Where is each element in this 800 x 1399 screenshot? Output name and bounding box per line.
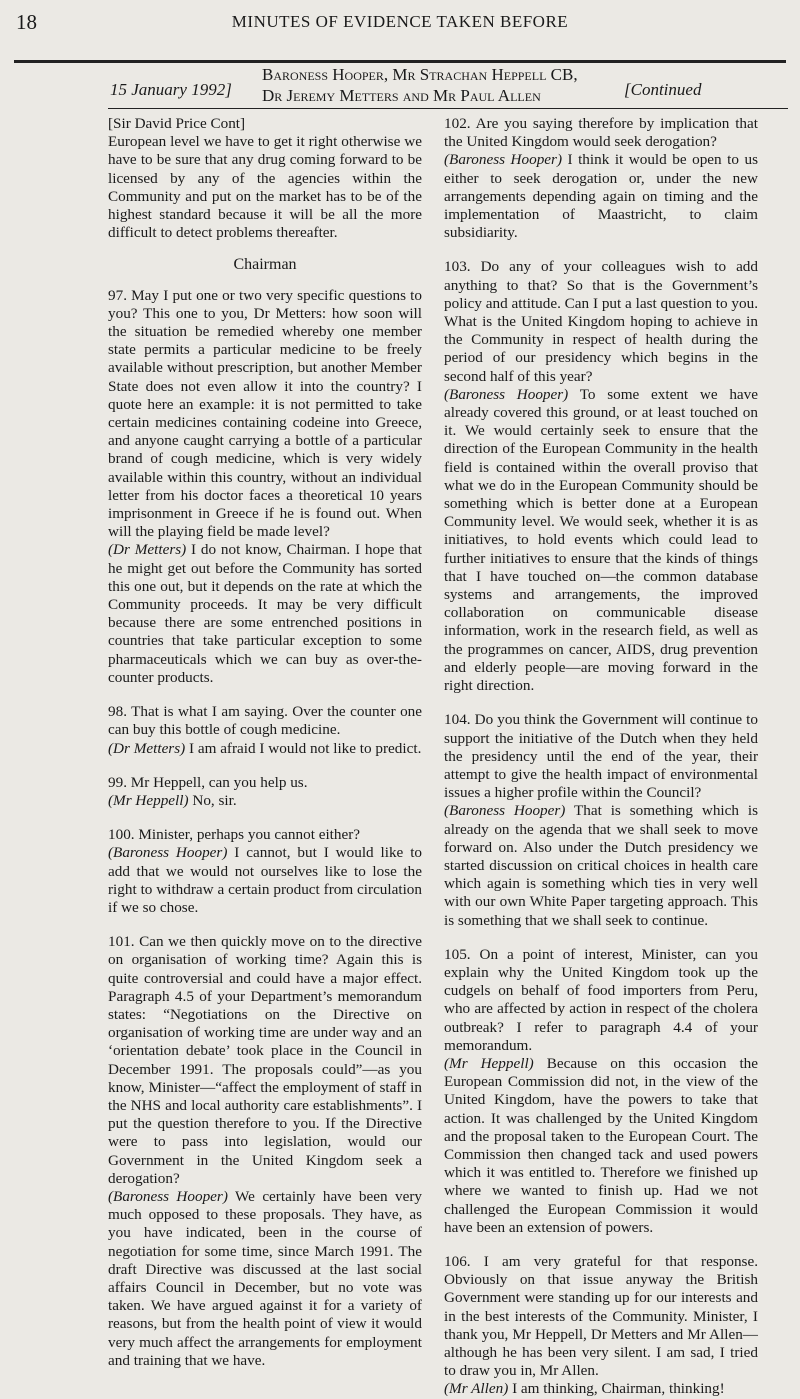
question-100: 100. Minister, perhaps you cannot either? bbox=[108, 826, 361, 844]
answer-99 bbox=[108, 792, 422, 810]
answer-100-text: I cannot, but I would like to add that we would not ourselves like to lose the right to withdraw a certain product from circulation if we so chose. bbox=[108, 844, 423, 916]
answer-106 bbox=[444, 1380, 758, 1398]
witnesses-line-2: Dr Jeremy Metters and Mr Paul Allen bbox=[262, 86, 541, 105]
answer-101 bbox=[108, 1188, 422, 1370]
answer-97 bbox=[108, 541, 422, 687]
answer-103-text: To some extent we have already covered this ground, or at least touched on it. We would certainly seek to ensure that the direction of the European Community in the health field is contained within the overall proviso that what we do in the European Community should be something which is better done at a European Community level. We would seek, whether it is as initiatives, to hold events which could lead to further initiatives to ensure that the kinds of things that I have touched on—the common database systems and arrangements, the improved collaboration on communicable disease information, work in the research field, as well as the programmes on cancer, AIDS, drug prevention and elderly people—are moving forward in the right direction. bbox=[444, 385, 758, 695]
question-97: 97. May I put one or two very specific questions to you? This one to you, Dr Metters: how soon will the situation be remedied whereby one member state permits a particular medicine to be freely available without prescription, but another Member State does not even allow it into the country? I quote here an example: it is not permitted to take certain medicines containing codeine into Greece, and anyone caught carrying a bottle of a particular brand of cough medicine, which is very widely available within this country, without an individual letter from his doctor faces a theoretical 10 years imprisonment in Greece if he is found out. When will the playing field be made level? bbox=[108, 286, 422, 541]
question-106: 106. I am very grateful for that response. Obviously on that issue anyway the British Government were standing up for our interests and in the best interests of the Community. Minister, I thank you, Mr Heppell, Dr Metters and Mr Allen—although he has been very silent. I am sad, I tried to draw you in, Mr Allen. bbox=[444, 1252, 758, 1380]
answer-103-speaker: (Baroness Hooper) bbox=[444, 385, 569, 403]
question-103: 103. Do any of your colleagues wish to add anything to that? So that is the Government’s policy and attitude. Can I put a last question to you. What is the United Kingdom hoping to achieve in the Community in respect of health during the period of our presidency which begins in the second half of this year? bbox=[444, 258, 758, 385]
right-column bbox=[444, 115, 758, 1399]
page-number: 18 bbox=[16, 10, 37, 34]
answer-104-text: That is something which is already on the agenda that we shall seek to move forward on. Also under the Dutch presidency we started discussion on critical choices in health care which again is something which ties in very well with our own White Paper targeting approach. This is something that we shall seek to continue. bbox=[444, 802, 759, 929]
question-101: 101. Can we then quickly move on to the directive on organisation of working time? Again this is quite controversial and could have a major effect. Paragraph 4.5 of your Department’s memorandum states: “Negotiations on the Directive on organisation of working time are under way and an ‘orientation debate’ took place in the Council in December 1991. The proposals could”—as you know, Minister—“affect the employment of staff in the NHS and local authority care establishments”. I put the question therefore to you. If the Directive were to pass into legislation, would our Government in the United Kingdom seek a derogation? bbox=[108, 933, 422, 1187]
answer-99-text: No, sir. bbox=[188, 791, 237, 809]
answer-102-speaker: (Baroness Hooper) bbox=[444, 151, 562, 169]
answer-100-speaker: (Baroness Hooper) bbox=[108, 844, 228, 862]
question-104: 104. Do you think the Government will continue to support the initiative of the Dutch when they held the presidency until the end of the year, their attempt to give the health impact of environmental issues a higher profile within the Council? bbox=[444, 711, 758, 802]
header-witnesses bbox=[262, 64, 578, 106]
header-date: 15 January 1992] bbox=[110, 80, 232, 99]
answer-104-speaker: (Baroness Hooper) bbox=[444, 802, 566, 820]
answer-106-text: I am thinking, Chairman, thinking! bbox=[508, 1380, 725, 1398]
answer-103 bbox=[444, 386, 758, 695]
left-column bbox=[108, 115, 422, 1370]
header-continued: [Continued bbox=[624, 80, 702, 99]
intro-paragraph: European level we have to get it right otherwise we have to be sure that any drug coming forward to be licensed by any of the agencies within the Community and put on the market has to be of the highest standard because it will be all the more difficult to detect problems thereafter. bbox=[108, 133, 422, 242]
answer-102-text: I think it would be open to us either to seek derogation or, under the new arrangements depending again on timing and the implementation of Maastricht, to claim subsidiarity. bbox=[444, 151, 758, 242]
answer-101-text: We certainly have been very much opposed to these proposals. They have, as you have indicated, been in the course of negotiation for some time, since March 1991. The draft Directive was discussed at the last social affairs Council in December, but no vote was taken. We have argued against it for a variety of reasons, but from the health point of view it would very much affect the arrangements for employment and training that we have. bbox=[108, 1187, 422, 1369]
question-99: 99. Mr Heppell, can you help us. bbox=[108, 773, 308, 791]
answer-105 bbox=[444, 1055, 758, 1237]
answer-98-speaker: (Dr Metters) bbox=[108, 739, 186, 757]
running-head: MINUTES OF EVIDENCE TAKEN BEFORE bbox=[231, 12, 569, 31]
answer-105-speaker: (Mr Heppell) bbox=[444, 1054, 534, 1072]
witnesses-line-1: Baroness Hooper, Mr Strachan Heppell CB, bbox=[262, 65, 578, 84]
section-heading-chairman: Chairman bbox=[233, 256, 297, 274]
question-105: 105. On a point of interest, Minister, can you explain why the United Kingdom took up the cudgels on behalf of food importers from Peru, who are affected by action in respect of the cholera outbreak? I refer to paragraph 4.4 of your memorandum. bbox=[444, 945, 758, 1054]
answer-105-text: Because on this occasion the European Commission did not, in the view of the United Kingdom, have the powers to take that action. It was challenged by the United Kingdom and the proposal taken to the European Court. The Commission then changed tack and used powers which it was entitled to. Therefore we finished up where we wanted to finish up. Had we not challenged the European Commission it would have been an extension of powers. bbox=[444, 1054, 758, 1236]
answer-102 bbox=[444, 151, 758, 242]
answer-101-speaker: (Baroness Hooper) bbox=[108, 1187, 228, 1205]
question-98: 98. That is what I am saying. Over the counter one can buy this bottle of cough medicine. bbox=[108, 703, 422, 739]
answer-99-speaker: (Mr Heppell) bbox=[108, 791, 189, 809]
answer-106-speaker: (Mr Allen) bbox=[444, 1380, 509, 1398]
intro-speaker: [Sir David Price Cont] bbox=[108, 115, 246, 132]
answer-98 bbox=[108, 740, 422, 758]
answer-104 bbox=[444, 802, 758, 929]
answer-97-text: I do not know, Chairman. I hope that he might get out before the Community has sorted this one out, but it depends on the rate at which the Community proceeds. It may be very difficult because there are some entrenched positions in countries that take particular exception to some pharmaceuticals which we can buy as over-the-counter products. bbox=[108, 541, 422, 686]
answer-98-text: I am afraid I would not like to predict. bbox=[185, 739, 422, 757]
question-102: 102. Are you saying therefore by implication that the United Kingdom would seek derogation? bbox=[444, 115, 758, 151]
answer-100 bbox=[108, 844, 422, 917]
header-rule bbox=[108, 108, 788, 109]
top-rule bbox=[14, 60, 786, 63]
answer-97-speaker: (Dr Metters) bbox=[108, 541, 187, 559]
